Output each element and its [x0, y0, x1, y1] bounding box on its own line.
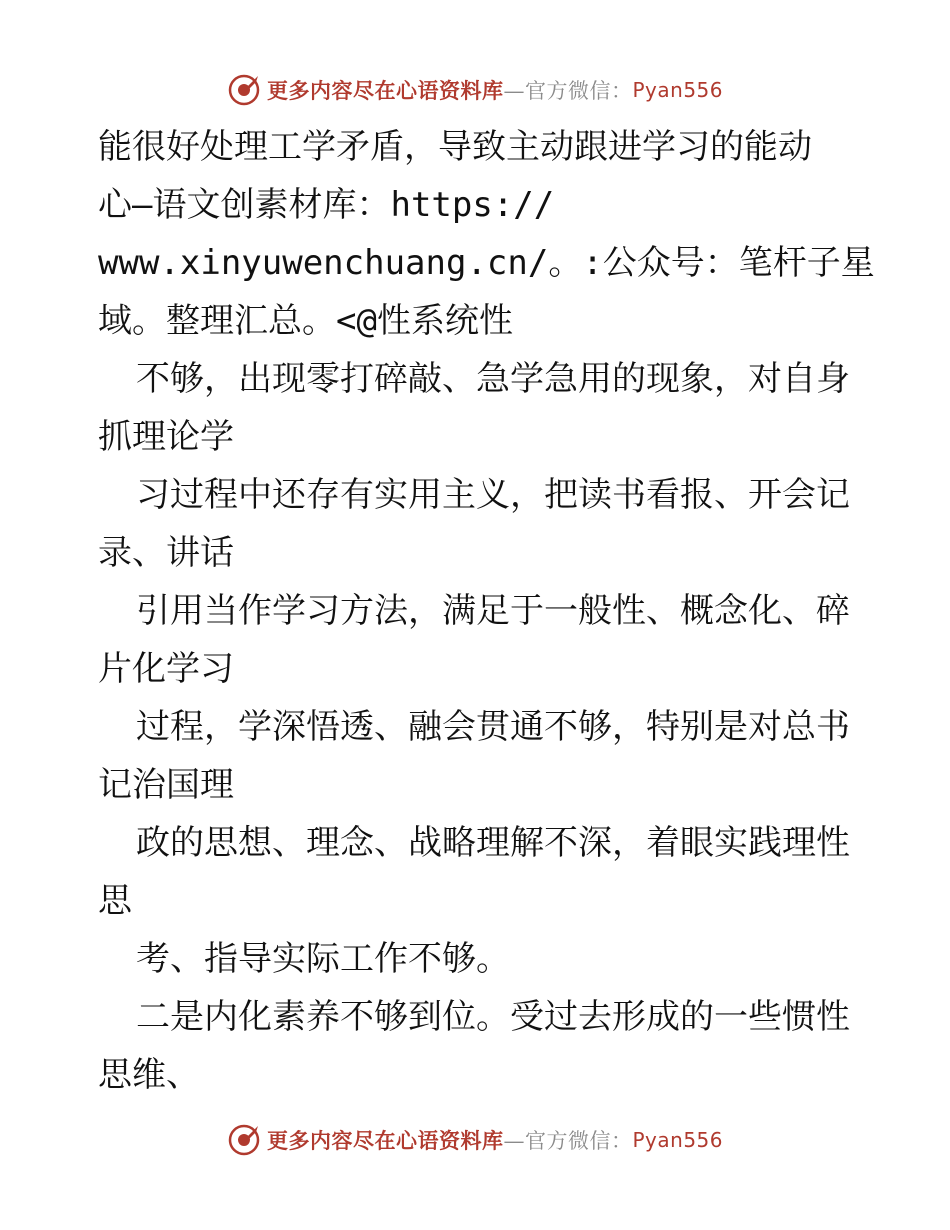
banner-official-text: —官方微信： [503, 1129, 633, 1153]
banner-official-text: —官方微信： [503, 79, 633, 103]
text-line: 考、指导实际工作不够。 [136, 939, 510, 979]
text-line: 能很好处理工学矛盾，导致主动跟进学习的能动 [98, 127, 812, 167]
banner-brand-text: 更多内容尽在心语资料库 [266, 78, 504, 103]
text-line: 二是内化素养不够到位。受过去形成的一些惯性 [136, 997, 850, 1037]
text-line: 记治国理 [98, 765, 234, 805]
text-line: 习过程中还存有实用主义，把读书看报、开会记 [136, 475, 850, 515]
text-line: 思 [98, 881, 132, 921]
text-line: 不够，出现零打碎敲、急学急用的现象，对自身 [136, 359, 850, 399]
text-line: 过程，学深悟透、融会贯通不够，特别是对总书 [136, 707, 850, 747]
text-line: 域。整理汇总。<@性系统性 [98, 301, 513, 341]
banner-handle-text: Pyan556 [632, 1128, 723, 1152]
text-line: 政的思想、理念、战略理解不深，着眼实践理性 [136, 823, 850, 863]
text-line: 思维、 [98, 1055, 200, 1095]
banner-brand-text: 更多内容尽在心语资料库 [266, 1128, 504, 1153]
banner-handle-text: Pyan556 [632, 78, 723, 102]
quill-logo-icon [227, 73, 261, 107]
document-body [98, 118, 875, 1104]
text-line: 录、讲话 [98, 533, 234, 573]
text-line: 片化学习 [98, 649, 234, 689]
header-watermark-banner [0, 70, 950, 110]
text-line: 心—语文创素材库：https:// [98, 185, 555, 225]
text-line: 引用当作学习方法，满足于一般性、概念化、碎 [136, 591, 850, 631]
text-line: www.xinyuwenchuang.cn/。:公众号：笔杆子星 [98, 243, 875, 283]
text-line: 抓理论学 [98, 417, 234, 457]
footer-watermark-banner [0, 1120, 950, 1160]
quill-logo-icon [227, 1123, 261, 1157]
